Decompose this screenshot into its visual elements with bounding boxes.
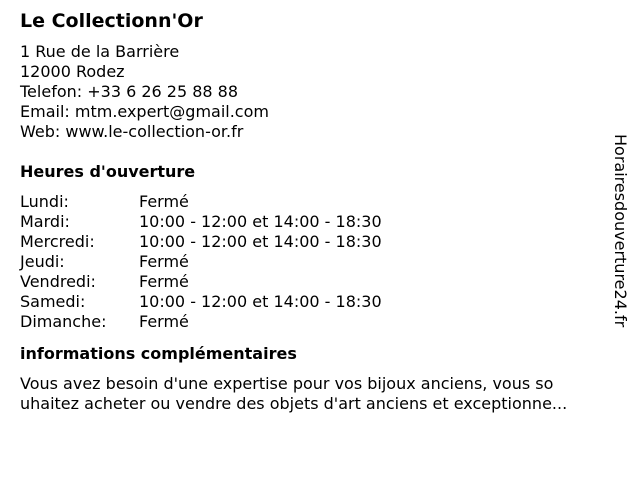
email-line: Email: mtm.expert@gmail.com bbox=[20, 102, 269, 121]
site-watermark: Horairesdouverture24.fr bbox=[611, 134, 630, 328]
business-card bbox=[20, 8, 610, 414]
day-hours: Fermé bbox=[139, 192, 189, 211]
hours-row-samedi bbox=[20, 292, 610, 312]
day-label: Lundi: bbox=[20, 192, 69, 211]
hours-row-jeudi bbox=[20, 252, 610, 272]
day-hours: 10:00 - 12:00 et 14:00 - 18:30 bbox=[139, 212, 382, 231]
hours-row-dimanche bbox=[20, 312, 610, 332]
day-hours: Fermé bbox=[139, 252, 189, 271]
hours-row-vendredi bbox=[20, 272, 610, 292]
day-hours: Fermé bbox=[139, 272, 189, 291]
day-label: Mercredi: bbox=[20, 232, 95, 251]
address-line-street: 1 Rue de la Barrière bbox=[20, 42, 180, 61]
info-text-line: uhaitez acheter ou vendre des objets d'art anciens et exceptionne... bbox=[20, 394, 568, 413]
additional-info-text bbox=[20, 374, 610, 414]
day-label: Mardi: bbox=[20, 212, 70, 231]
opening-hours-table bbox=[20, 192, 610, 332]
additional-info-heading: informations complémentaires bbox=[20, 344, 297, 363]
website-line: Web: www.le-collection-or.fr bbox=[20, 122, 244, 141]
hours-row-mardi bbox=[20, 212, 610, 232]
phone-line: Telefon: +33 6 26 25 88 88 bbox=[20, 82, 239, 101]
hours-row-mercredi bbox=[20, 232, 610, 252]
day-label: Dimanche: bbox=[20, 312, 107, 331]
day-label: Vendredi: bbox=[20, 272, 96, 291]
day-hours: 10:00 - 12:00 et 14:00 - 18:30 bbox=[139, 232, 382, 251]
opening-hours-heading: Heures d'ouverture bbox=[20, 162, 196, 181]
day-label: Samedi: bbox=[20, 292, 86, 311]
info-text-line: Vous avez besoin d'une expertise pour vos bijoux anciens, vous so bbox=[20, 374, 554, 393]
hours-row-lundi bbox=[20, 192, 610, 212]
day-hours: Fermé bbox=[139, 312, 189, 331]
day-hours: 10:00 - 12:00 et 14:00 - 18:30 bbox=[139, 292, 382, 311]
day-label: Jeudi: bbox=[20, 252, 65, 271]
address-line-city: 12000 Rodez bbox=[20, 62, 125, 81]
business-name: Le Collectionn'Or bbox=[20, 10, 203, 32]
contact-block bbox=[20, 42, 610, 142]
